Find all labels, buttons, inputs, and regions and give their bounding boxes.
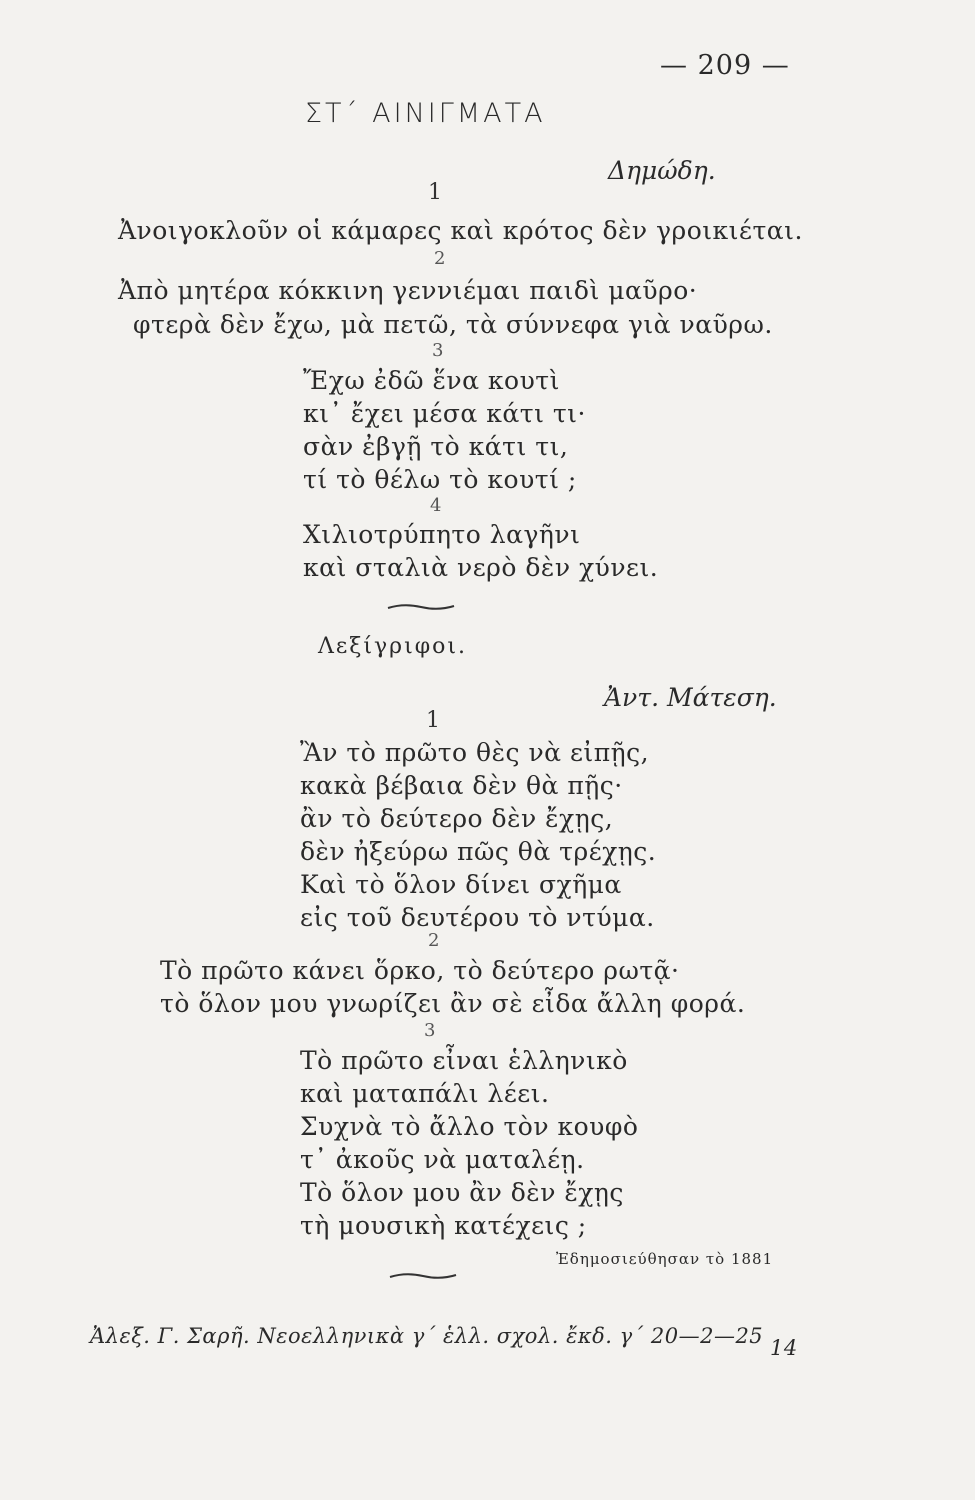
riddle-number: 2 <box>428 930 440 951</box>
page-number: — 209 — <box>660 50 790 81</box>
riddle-number: 3 <box>432 340 444 361</box>
riddle-number: 1 <box>426 708 440 733</box>
riddle-line: Ἔχω ἐδῶ ἕνα κουτὶ <box>303 366 560 395</box>
riddle-line: τὸ ὅλον μου γνωρίζει ἂν σὲ εἶδα ἄλλη φορά. <box>160 989 746 1018</box>
riddle-line: κακὰ βέβαια δὲν θὰ πῇς· <box>300 771 623 800</box>
riddle-number: 3 <box>424 1020 436 1041</box>
riddle-line: Τὸ πρῶτο εἶναι ἑλληνικὸ <box>300 1046 628 1075</box>
riddle-number: 1 <box>428 180 442 205</box>
section-title: ΣΤ΄ ΑΙΝΙΓΜΑΤΑ <box>305 98 546 129</box>
riddle-line: Καὶ τὸ ὅλον δίνει σχῆμα <box>300 870 622 899</box>
riddle-line: ἂν τὸ δεύτερο δὲν ἔχῃς, <box>300 804 614 833</box>
section-divider <box>386 603 456 611</box>
section2-subtitle: Λεξίγριφοι. <box>318 634 468 659</box>
section-divider <box>388 1272 458 1280</box>
riddle-line: καὶ σταλιὰ νερὸ δὲν χύνει. <box>303 553 659 582</box>
riddle-line: σὰν ἐβγῇ τὸ κάτι τι, <box>303 432 569 461</box>
riddle-number: 4 <box>430 495 442 516</box>
sheet-number: 14 <box>770 1336 798 1360</box>
riddle-line: δὲν ἠξεύρω πῶς θὰ τρέχῃς. <box>300 837 657 866</box>
section1-author: Δημώδη. <box>608 156 716 185</box>
riddle-line: Ἀνοιγοκλοῦν οἱ κάμαρες καὶ κρότος δὲν γροικιέται. <box>118 216 803 245</box>
riddle-line: τ᾿ ἀκοῦς νὰ ματαλέῃ. <box>300 1145 585 1174</box>
section2-author: Ἀντ. Μάτεση. <box>604 683 777 712</box>
riddle-line: φτερὰ δὲν ἔχω, μὰ πετῶ, τὰ σύννεφα γιὰ ναῦρω. <box>133 310 773 339</box>
riddle-line: Ἂν τὸ πρῶτο θὲς νὰ εἰπῇς, <box>300 738 650 767</box>
footer-reference: Ἀλεξ. Γ. Σαρῆ. Νεοελληνικὰ γ΄ ἑλλ. σχολ. ἔκδ. γ΄ 20—2—25 <box>90 1324 764 1348</box>
riddle-line: Τὸ ὅλον μου ἂν δὲν ἔχῃς <box>300 1178 624 1207</box>
riddle-number: 2 <box>434 248 446 269</box>
publication-note: Ἐδημοσιεύθησαν τὸ 1881 <box>556 1250 774 1268</box>
riddle-line: Ἀπὸ μητέρα κόκκινη γεννιέμαι παιδὶ μαῦρο· <box>118 276 698 305</box>
riddle-line: Χιλιοτρύπητο λαγῆνι <box>303 520 581 549</box>
riddle-line: καὶ ματαπάλι λέει. <box>300 1079 550 1108</box>
riddle-line: τί τὸ θέλω τὸ κουτί ; <box>303 465 577 494</box>
riddle-line: κι᾿ ἔχει μέσα κάτι τι· <box>303 399 586 428</box>
riddle-line: εἰς τοῦ δευτέρου τὸ ντύμα. <box>300 903 655 932</box>
riddle-line: Συχνὰ τὸ ἄλλο τὸν κουφὸ <box>300 1112 639 1141</box>
riddle-line: τὴ μουσικὴ κατέχεις ; <box>300 1211 587 1240</box>
riddle-line: Τὸ πρῶτο κάνει ὅρκο, τὸ δεύτερο ρωτᾷ· <box>160 956 680 985</box>
